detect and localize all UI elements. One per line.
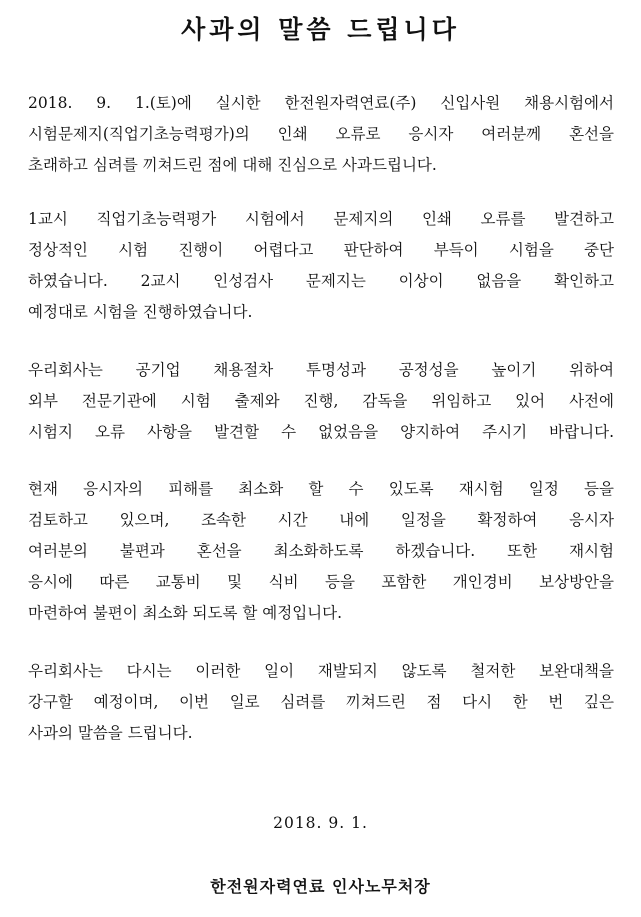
paragraph-line: 응시에 따른 교통비 및 식비 등을 포함한 개인경비 보상방안을 — [28, 573, 614, 591]
paragraph-line: 우리회사는 다시는 이러한 일이 재발되지 않도록 철저한 보완대책을 — [28, 662, 614, 680]
paragraph-external-agency — [28, 355, 614, 448]
notice-title: 사과의 말씀 드립니다 — [181, 15, 460, 44]
paragraph-line: 1교시 직업기초능력평가 시험에서 문제지의 인쇄 오류를 발견하고 — [28, 210, 614, 228]
paragraph-exam-suspension — [28, 204, 614, 328]
paragraph-line: 강구할 예정이며, 이번 일로 심려를 끼쳐드린 점 다시 한 번 깊은 — [28, 693, 614, 711]
paragraph-line: 시험문제지(직업기초능력평가)의 인쇄 오류로 응시자 여러분께 혼선을 — [28, 125, 614, 143]
paragraph-line: 시험지 오류 사항을 발견할 수 없었음을 양지하여 주시기 바랍니다. — [28, 423, 614, 441]
paragraph-line: 하였습니다. 2교시 인성검사 문제지는 이상이 없음을 확인하고 — [28, 272, 614, 290]
signature-line: 한전원자력연료 인사노무처장 — [210, 877, 431, 896]
paragraph-line: 정상적인 시험 진행이 어렵다고 판단하여 부득이 시험을 중단 — [28, 241, 614, 259]
paragraph-line: 여러분의 불편과 혼선을 최소화하도록 하겠습니다. 또한 재시험 — [28, 542, 614, 560]
notice-date: 2018. 9. 1. — [273, 814, 368, 832]
paragraph-reexam-plan — [28, 474, 614, 629]
paragraph-apology-intro — [28, 88, 614, 181]
paragraph-line: 예정대로 시험을 진행하였습니다. — [28, 303, 253, 321]
paragraph-line: 사과의 말씀을 드립니다. — [28, 724, 193, 742]
paragraph-line: 초래하고 심려를 끼쳐드린 점에 대해 진심으로 사과드립니다. — [28, 156, 437, 174]
paragraph-line: 마련하여 불편이 최소화 되도록 할 예정입니다. — [28, 604, 343, 622]
paragraph-line: 외부 전문기관에 시험 출제와 진행, 감독을 위임하고 있어 사전에 — [28, 392, 614, 410]
paragraph-line: 현재 응시자의 피해를 최소화 할 수 있도록 재시험 일정 등을 — [28, 480, 614, 498]
paragraph-line: 검토하고 있으며, 조속한 시간 내에 일정을 확정하여 응시자 — [28, 511, 614, 529]
paragraph-line: 우리회사는 공기업 채용절차 투명성과 공정성을 높이기 위하여 — [28, 361, 614, 379]
paragraph-closing-apology — [28, 656, 614, 749]
paragraph-line: 2018. 9. 1.(토)에 실시한 한전원자력연료(주) 신입사원 채용시험에서 — [28, 94, 614, 112]
